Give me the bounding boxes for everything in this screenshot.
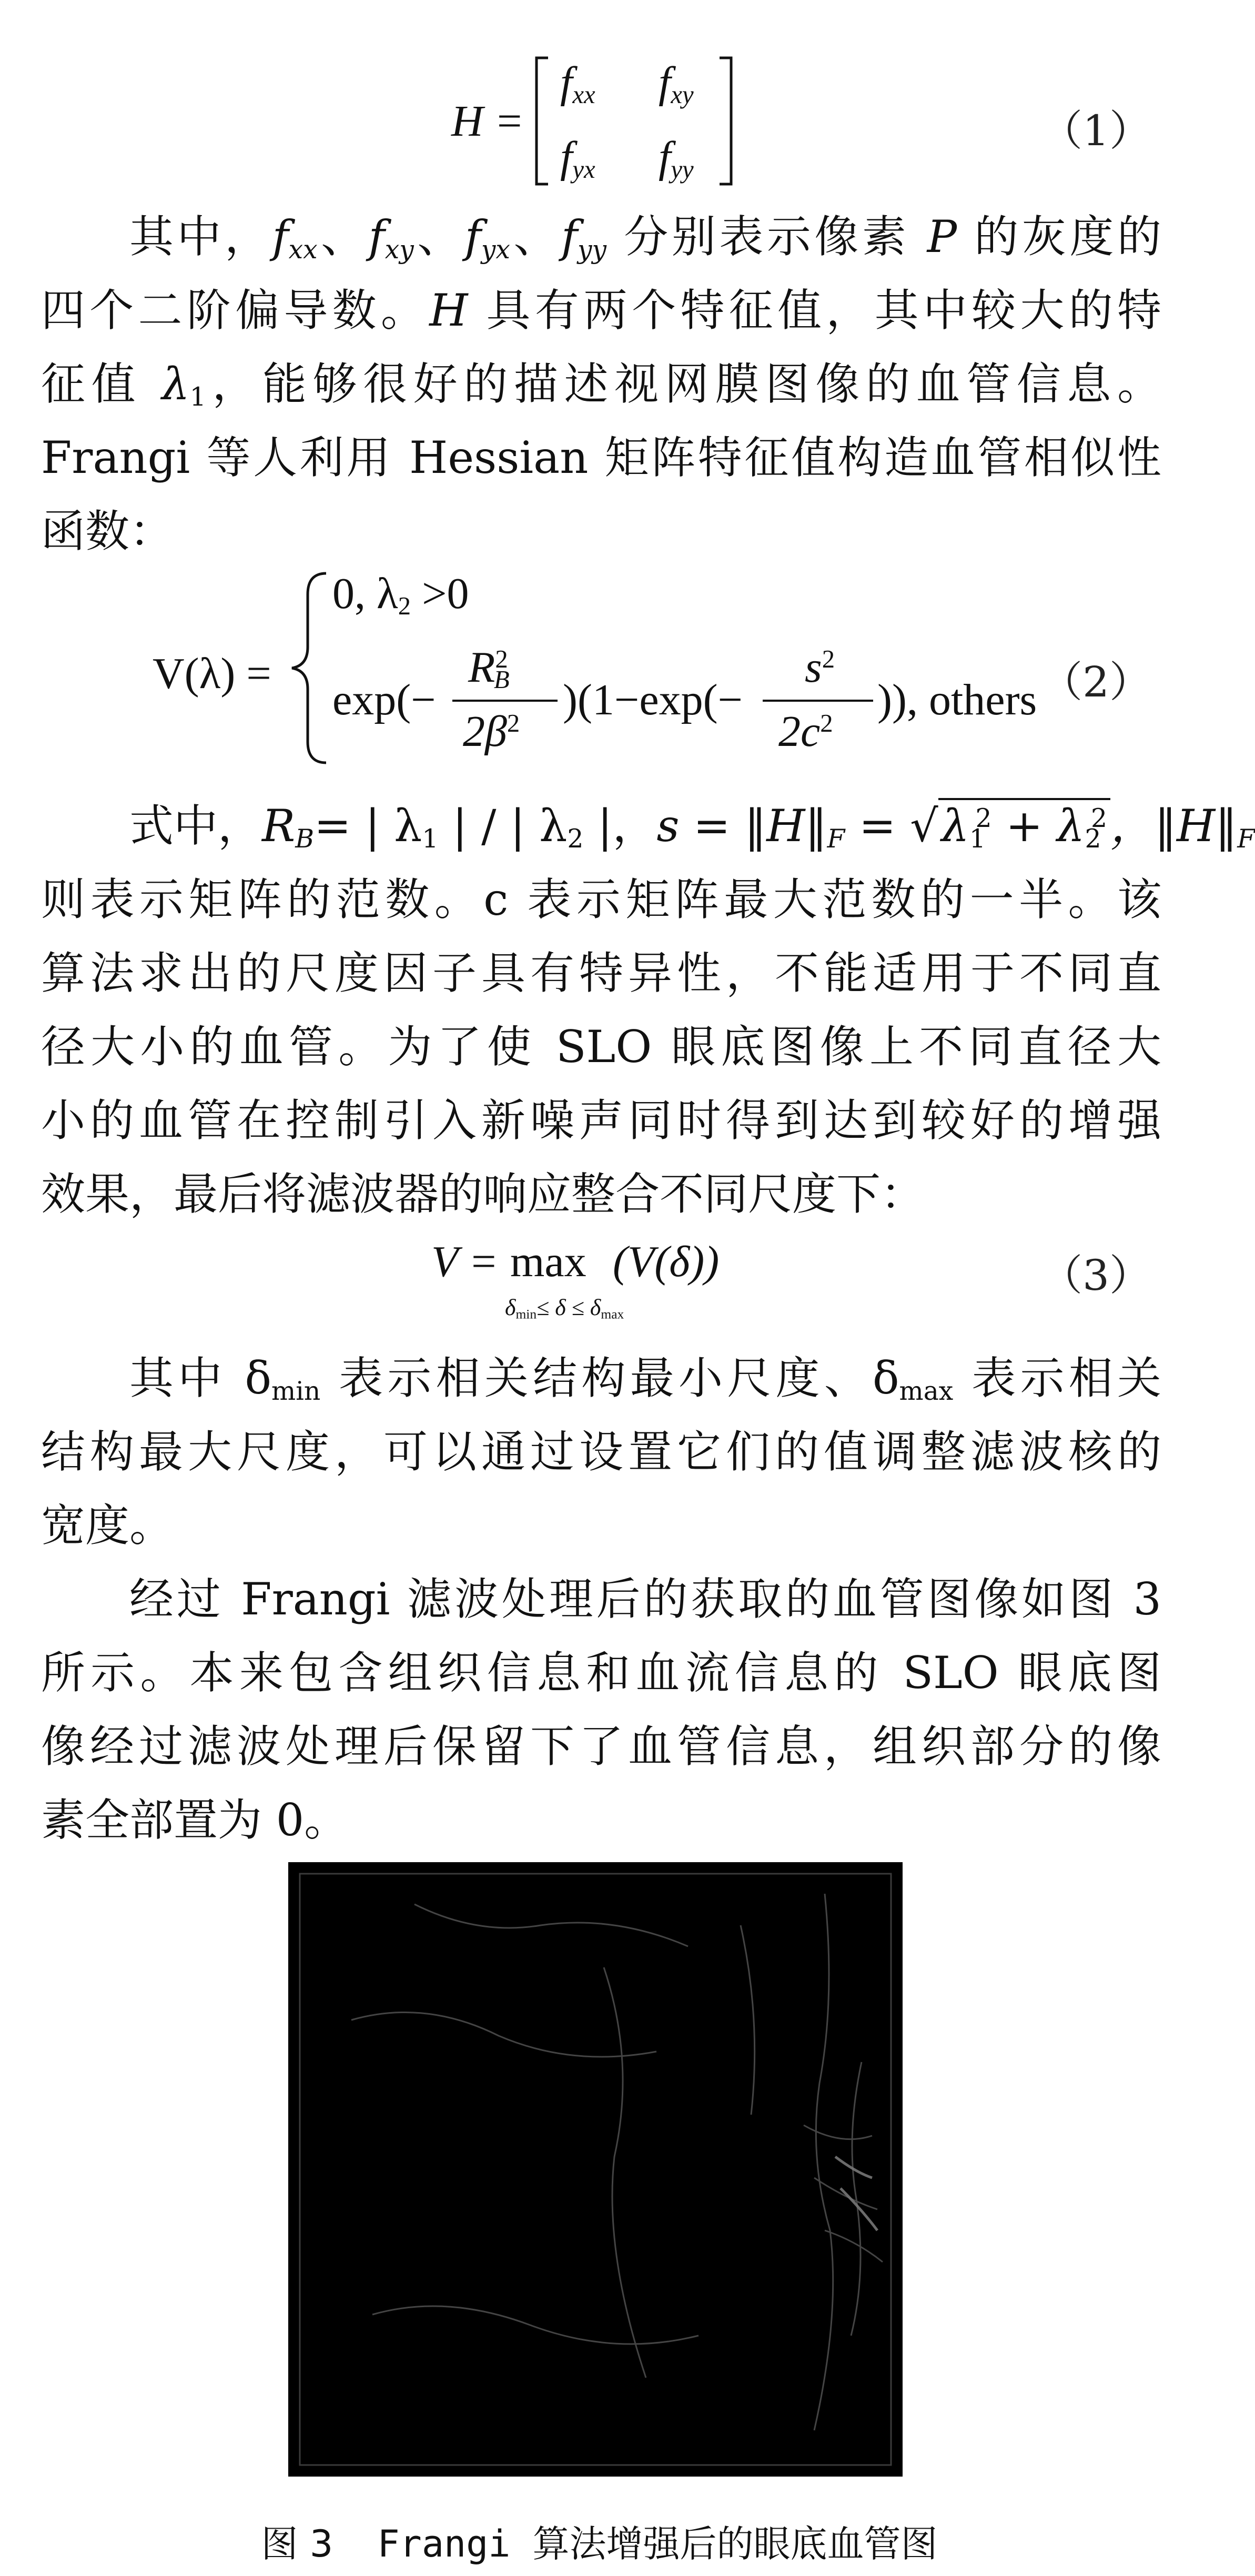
p4-line-2: 所示。本来包含组织信息和血流信息的 SLO 眼底图 xyxy=(41,1647,1161,1699)
figure-3-vessel-image xyxy=(288,1862,903,2477)
p2-line-2: 则表示矩阵的范数。c 表示矩阵最大范数的一半。该 xyxy=(41,874,1161,925)
eq1-lhs: H xyxy=(451,97,483,146)
p3-line-1: 其中 $\delta_{min}$ 表示相关结构最小尺度、$\delta_{max}$ 表示相关 xyxy=(129,1352,1161,1407)
p1-line-1: 其中，$f_{xx}$、$f_{xy}$、$f_{yx}$、$f_{yy}$ 分别表示像素 P 的灰度的 xyxy=(129,211,1161,265)
eq2-case-2-c: )), others xyxy=(877,675,1037,724)
eq3-lhs: V = xyxy=(431,1237,499,1286)
p1-line-3: 征值 $\lambda_1$，能够很好的描述视网膜图像的血管信息。 xyxy=(41,358,1161,412)
p4-line-3: 像经过滤波处理后保留下了血管信息，组织部分的像 xyxy=(41,1721,1161,1772)
eq3-number: （3） xyxy=(1040,1251,1151,1300)
eq3-body: (V(δ)) xyxy=(613,1237,720,1286)
p3-line-2: 结构最大尺度，可以通过设置它们的值调整滤波核的 xyxy=(41,1426,1161,1478)
eq2-case-1: 0, $\lambda_2 >0$ xyxy=(332,569,469,621)
matrix-entry-fxy: $f_{xy}$ xyxy=(659,58,694,109)
matrix-brackets xyxy=(0,42,1199,200)
eq1-equals: = xyxy=(497,97,522,146)
p2-line-6: 效果，最后将滤波器的响应整合不同尺度下： xyxy=(41,1168,925,1220)
p2-line-5: 小的血管在控制引入新噪声同时得到达到较好的增强 xyxy=(41,1095,1161,1146)
p1-line-2: 四个二阶偏导数。H 具有两个特征值，其中较大的特 xyxy=(41,285,1161,336)
eq2-lhs: V(λ) = xyxy=(153,649,271,698)
sqrt-body: $\lambda_1^2 + \lambda_2^2$ xyxy=(938,798,1110,852)
p2-line-4: 径大小的血管。为了使 SLO 眼底图像上不同直径大 xyxy=(41,1021,1161,1073)
eq2-case-2-a: exp(− xyxy=(332,675,436,724)
equation-1 xyxy=(0,42,1199,200)
paragraph-1 xyxy=(41,200,1161,568)
eq2-frac2-num: $s^2$ xyxy=(805,643,835,692)
paragraph-4 xyxy=(41,1562,1161,1857)
paragraph-3 xyxy=(41,1341,1161,1562)
paragraph-2 xyxy=(41,789,1255,1231)
eq2-frac1-num: $R^2_B$ xyxy=(468,643,510,694)
eq2-case-2-b: )(1−exp(− xyxy=(563,675,743,724)
equation-3 xyxy=(0,1231,1199,1336)
p4-line-4: 素全部置为 0。 xyxy=(41,1794,349,1846)
eq3-under: $\delta_{min}\le \delta \le \delta_{max}$ xyxy=(505,1295,624,1322)
eq2-frac2-den: $2c^2$ xyxy=(778,707,833,756)
matrix-entry-fyy: $f_{yy}$ xyxy=(659,133,694,184)
p2-line-3: 算法求出的尺度因子具有特异性，不能适用于不同直 xyxy=(41,947,1161,999)
p3-line-3: 宽度。 xyxy=(41,1500,174,1551)
p4-line-1: 经过 Frangi 滤波处理后的获取的血管图像如图 3 xyxy=(129,1573,1161,1625)
eq3-max: max xyxy=(510,1237,586,1286)
p2-line-1: 式中，$R_B=$ | $\lambda_1$ | / | $\lambda_2$ |，$s = ‖H‖_F = √\lambda_1^2 + \lambda_2^2$，$‖H‖_F$ xyxy=(41,789,1161,863)
p1-line-5: 函数： xyxy=(41,506,174,557)
vessel-image-render xyxy=(288,1862,903,2477)
eq2-number: （2） xyxy=(1040,658,1151,706)
matrix-entry-fyx: $f_{yx}$ xyxy=(560,133,595,184)
equation-2 xyxy=(0,563,1199,773)
eq2-frac1-den: $2\beta^2$ xyxy=(463,707,520,756)
eq1-number: （1） xyxy=(1040,106,1151,155)
sqrt-symbol: √ xyxy=(910,800,938,852)
p1-line-4: Frangi 等人利用 Hessian 矩阵特征值构造血管相似性 xyxy=(41,432,1161,483)
figure-caption: 图 3 Frangi 算法增强后的眼底血管图 xyxy=(261,2522,938,2565)
matrix-entry-fxx: $f_{xx}$ xyxy=(560,58,595,109)
